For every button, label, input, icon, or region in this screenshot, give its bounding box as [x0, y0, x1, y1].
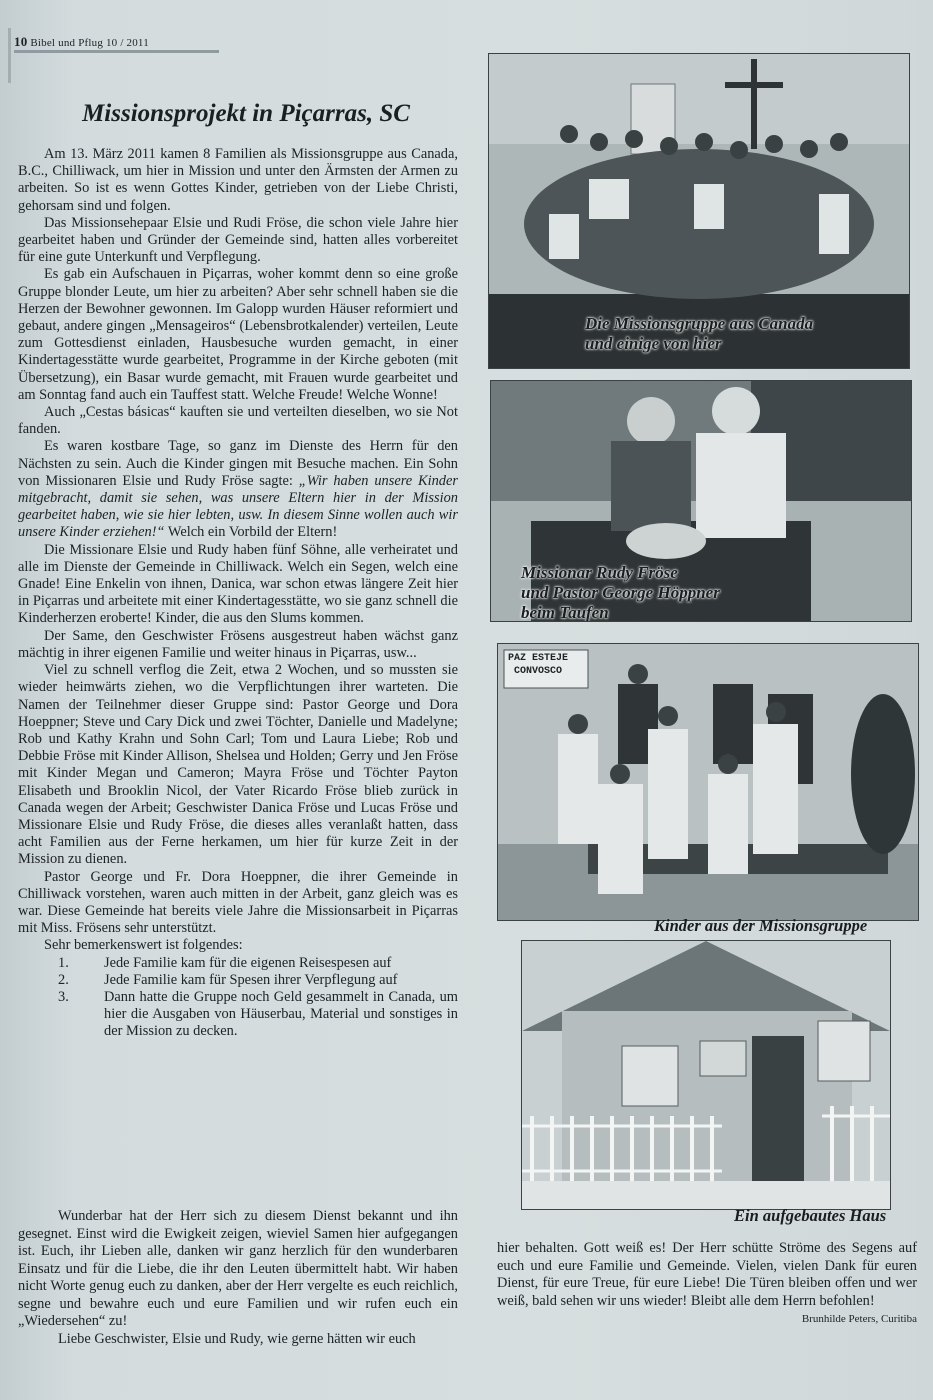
- header-underline: [14, 50, 219, 53]
- page-header: [14, 34, 149, 50]
- group-photo-caption: [585, 314, 813, 354]
- paragraph: Liebe Geschwister, Elsie und Rudy, wie gerne hätten wir euch: [58, 1330, 416, 1347]
- banner-line: PAZ ESTEJE: [508, 653, 569, 664]
- numbered-list: [18, 955, 458, 1041]
- paragraph: Auch „Cestas básicas“ kauften sie und verteilten dieselben, wo sie Not fanden.: [18, 404, 458, 438]
- photo-children: [497, 643, 919, 921]
- children-photo-image: [498, 644, 918, 920]
- list-item: [18, 989, 458, 1041]
- photo-baptism: [490, 380, 912, 622]
- paragraph-text: Welch ein Vorbild der Eltern!: [164, 524, 338, 541]
- caption-line: beim Taufen: [521, 603, 609, 622]
- paragraph-with-quote: [18, 438, 458, 541]
- photo-house: [521, 940, 891, 1210]
- article-body: [18, 146, 458, 1041]
- paragraph: Pastor George und Fr. Dora Hoeppner, die ihrer Gemeinde in Chilliwack vorstehen, waren auch mitten in der Arbeit, ganz gleich was es war. Diese Gemeinde hat bereits viele Jahre die Missionsarbeit in Piçarras mit Miss. Frösens sehr unterstützt.: [18, 868, 458, 937]
- paragraph: Es gab ein Aufschauen in Piçarras, woher kommt denn so eine große Gruppe blonder Leute, um hier zu arbeiten? Aber sehr schnell haben sie die Herzen der Bewohner gewonnen. Im Galopp wurden Häuser reformiert und gebaut, andere gingen „Mensageiros“ (Lebensbrotkalender) verteilen, Leute zum Gottesdienst einladen, Hausbesuche wurden gemacht, in einer Kindertagesstätte wurde gearbeitet, Programme in der Kirche geboten (mit Übersetzung), ein Basar wurde gemacht, mit Frauen wurde gearbeitet und am Sonntag fand auch ein Tauffest statt. Welche Freude! Welche Wonne!: [18, 266, 458, 403]
- page-number: 10: [14, 34, 28, 49]
- paragraph: hier behalten. Gott weiß es! Der Herr schütte Ströme des Segens auf euch und eure Familie und Gemeinde. Vielen, vielen Dank für euren Dienst, für eure Treue, für eure Liebe! Die Türen bleiben offen und wer weiß, bald sehen wir uns wieder! Bleibt alle dem Herrn befohlen!: [497, 1240, 917, 1309]
- list-number: 1.: [58, 954, 69, 971]
- closing-left: [18, 1208, 458, 1348]
- paragraph: Das Missionsehepaar Elsie und Rudi Fröse, die schon viele Jahre hier gearbeitet haben und Gründer der Gemeinde sind, hatten alles vorbereitet für eine gute Unterkunft und Verpflegung.: [18, 214, 458, 266]
- banner-line: CONVOSCO: [514, 666, 563, 677]
- publication-name: Bibel und Pflug 10 / 2011: [30, 37, 149, 49]
- closing-right: [497, 1240, 917, 1329]
- paragraph: Viel zu schnell verflog die Zeit, etwa 2 Wochen, und so mussten sie wieder heimwärts ziehen, wo die Verpflichtungen ihrer warteten. Die Namen der Teilnehmer dieser Gruppe sind: Pastor George und Dora Hoeppner; Steve und Cary Dick und zwei Töchter, Danielle und Madelyne; Rob und Kathy Krahn und Sohn Carl; Tom und Laura Liebe; Rob und Debbie Fröse mit Kinder Allison, Shelsea und Holden; Gerry und Jen Fröse mit Kinder Megan und Cameron; Mayra Fröse und Töchter Payton Elisabeth und Brooklin Nicol, der Vater Ricardo Fröse blieb zurück in Canada wegen der Arbeit; Geschwister Danica Fröse und Lucas Fröse und Missionare Elsie und Rudy Fröse, die dieses alles veranlaßt hatten, dass acht Familien aus der Ferne herkamen, um hier für kurze Zeit in der Mission zu dienen.: [18, 662, 458, 868]
- paragraph: Die Missionare Elsie und Rudy haben fünf Söhne, alle verheiratet und alle im Dienste der Gemeinde in Chilliwack. Welch ein Segen, welch eine Gnade! Eine Enkelin von ihnen, Danica, war schon etwas längere Zeit hier in Piçarras und arbeitete mit einer Kindertagesstätte, wo sie ganz schnell die Kinderherzen eroberte! Kinder, die aus den Slums kommen.: [18, 541, 458, 627]
- paragraph: Am 13. März 2011 kamen 8 Familien als Missionsgruppe aus Canada, B.C., Chilliwack, um hier in Mission und unter den Ärmsten der Armen zu arbeiten. So ist es wenn Gottes Kinder, getrieben von der Liebe Christi, gehorsam sind und folgen.: [18, 146, 458, 214]
- house-photo-image: [522, 941, 890, 1209]
- list-item: [18, 955, 458, 972]
- baptism-photo-caption: [521, 563, 720, 622]
- list-number: 3.: [58, 988, 69, 1005]
- list-text: Jede Familie kam für Spesen ihrer Verpflegung auf: [104, 971, 398, 988]
- caption-line: und Pastor George Höppner: [521, 583, 720, 602]
- list-item: [18, 972, 458, 989]
- paragraph-text: Es waren kostbare Tage, so ganz im Dienste des Herrn für den Nächsten zu sein. Auch die Kinder gingen mit Besuche machen. Ein Sohn von Missionaren Elsie und Rudy Fröse sagte:: [18, 438, 458, 489]
- paragraph: Der Same, den Geschwister Frösens ausgestreut haben wächst ganz mächtig in ihrer eigenen Familie und weiter hinaus in Piçarras, usw...: [18, 627, 458, 661]
- caption-line: und einige von hier: [585, 334, 722, 353]
- paragraph: Sehr bemerkenswert ist folgendes:: [44, 937, 243, 954]
- author-signature: Brunhilde Peters, Curitiba: [801, 1313, 917, 1325]
- list-text: Jede Familie kam für die eigenen Reisespesen auf: [104, 954, 392, 971]
- caption-line: Die Missionsgruppe aus Canada: [585, 314, 814, 333]
- children-photo-caption: Kinder aus der Missionsgruppe: [654, 916, 868, 935]
- list-text: Dann hatte die Gruppe noch Geld gesammelt in Canada, um hier die Ausgaben von Häuserbau, Material und sonstiges in der Mission zu decken.: [104, 988, 458, 1040]
- article-title: Missionsprojekt in Piçarras, SC: [82, 100, 410, 127]
- quote-text: „Wir haben unsere Kinder mitgebracht, damit sie sehen, was unsere Eltern hier in der Mission gearbeitet haben, wie sie hier lebten, usw. In diesem Sinne wollen auch wir unsere Kinder erziehen!“: [18, 472, 458, 541]
- caption-line: Missionar Rudy Fröse: [521, 563, 678, 582]
- paragraph: Wunderbar hat der Herr sich zu diesem Dienst bekannt und ihn gesegnet. Einst wird die Ewigkeit zeigen, wieviel Samen hier aufgegangen ist. Euch, ihr Lieben alle, danken wir ganz herzlich für den wunderbaren Einsatz und für die Liebe, die ihr den Leuten übermittelt habt. Wir haben nicht Worte genug euch zu danken, aber der Herr vergelte es euch reichlich, segne und bewahre euch und eure Familien und wir rufen euch ein „Wiedersehen“ zu!: [18, 1208, 458, 1329]
- list-number: 2.: [58, 971, 69, 988]
- house-photo-caption: Ein aufgebautes Haus: [734, 1206, 887, 1225]
- banner-sign: [508, 652, 568, 678]
- header-decoration-bar: [8, 28, 11, 83]
- photo-mission-group: [488, 53, 910, 369]
